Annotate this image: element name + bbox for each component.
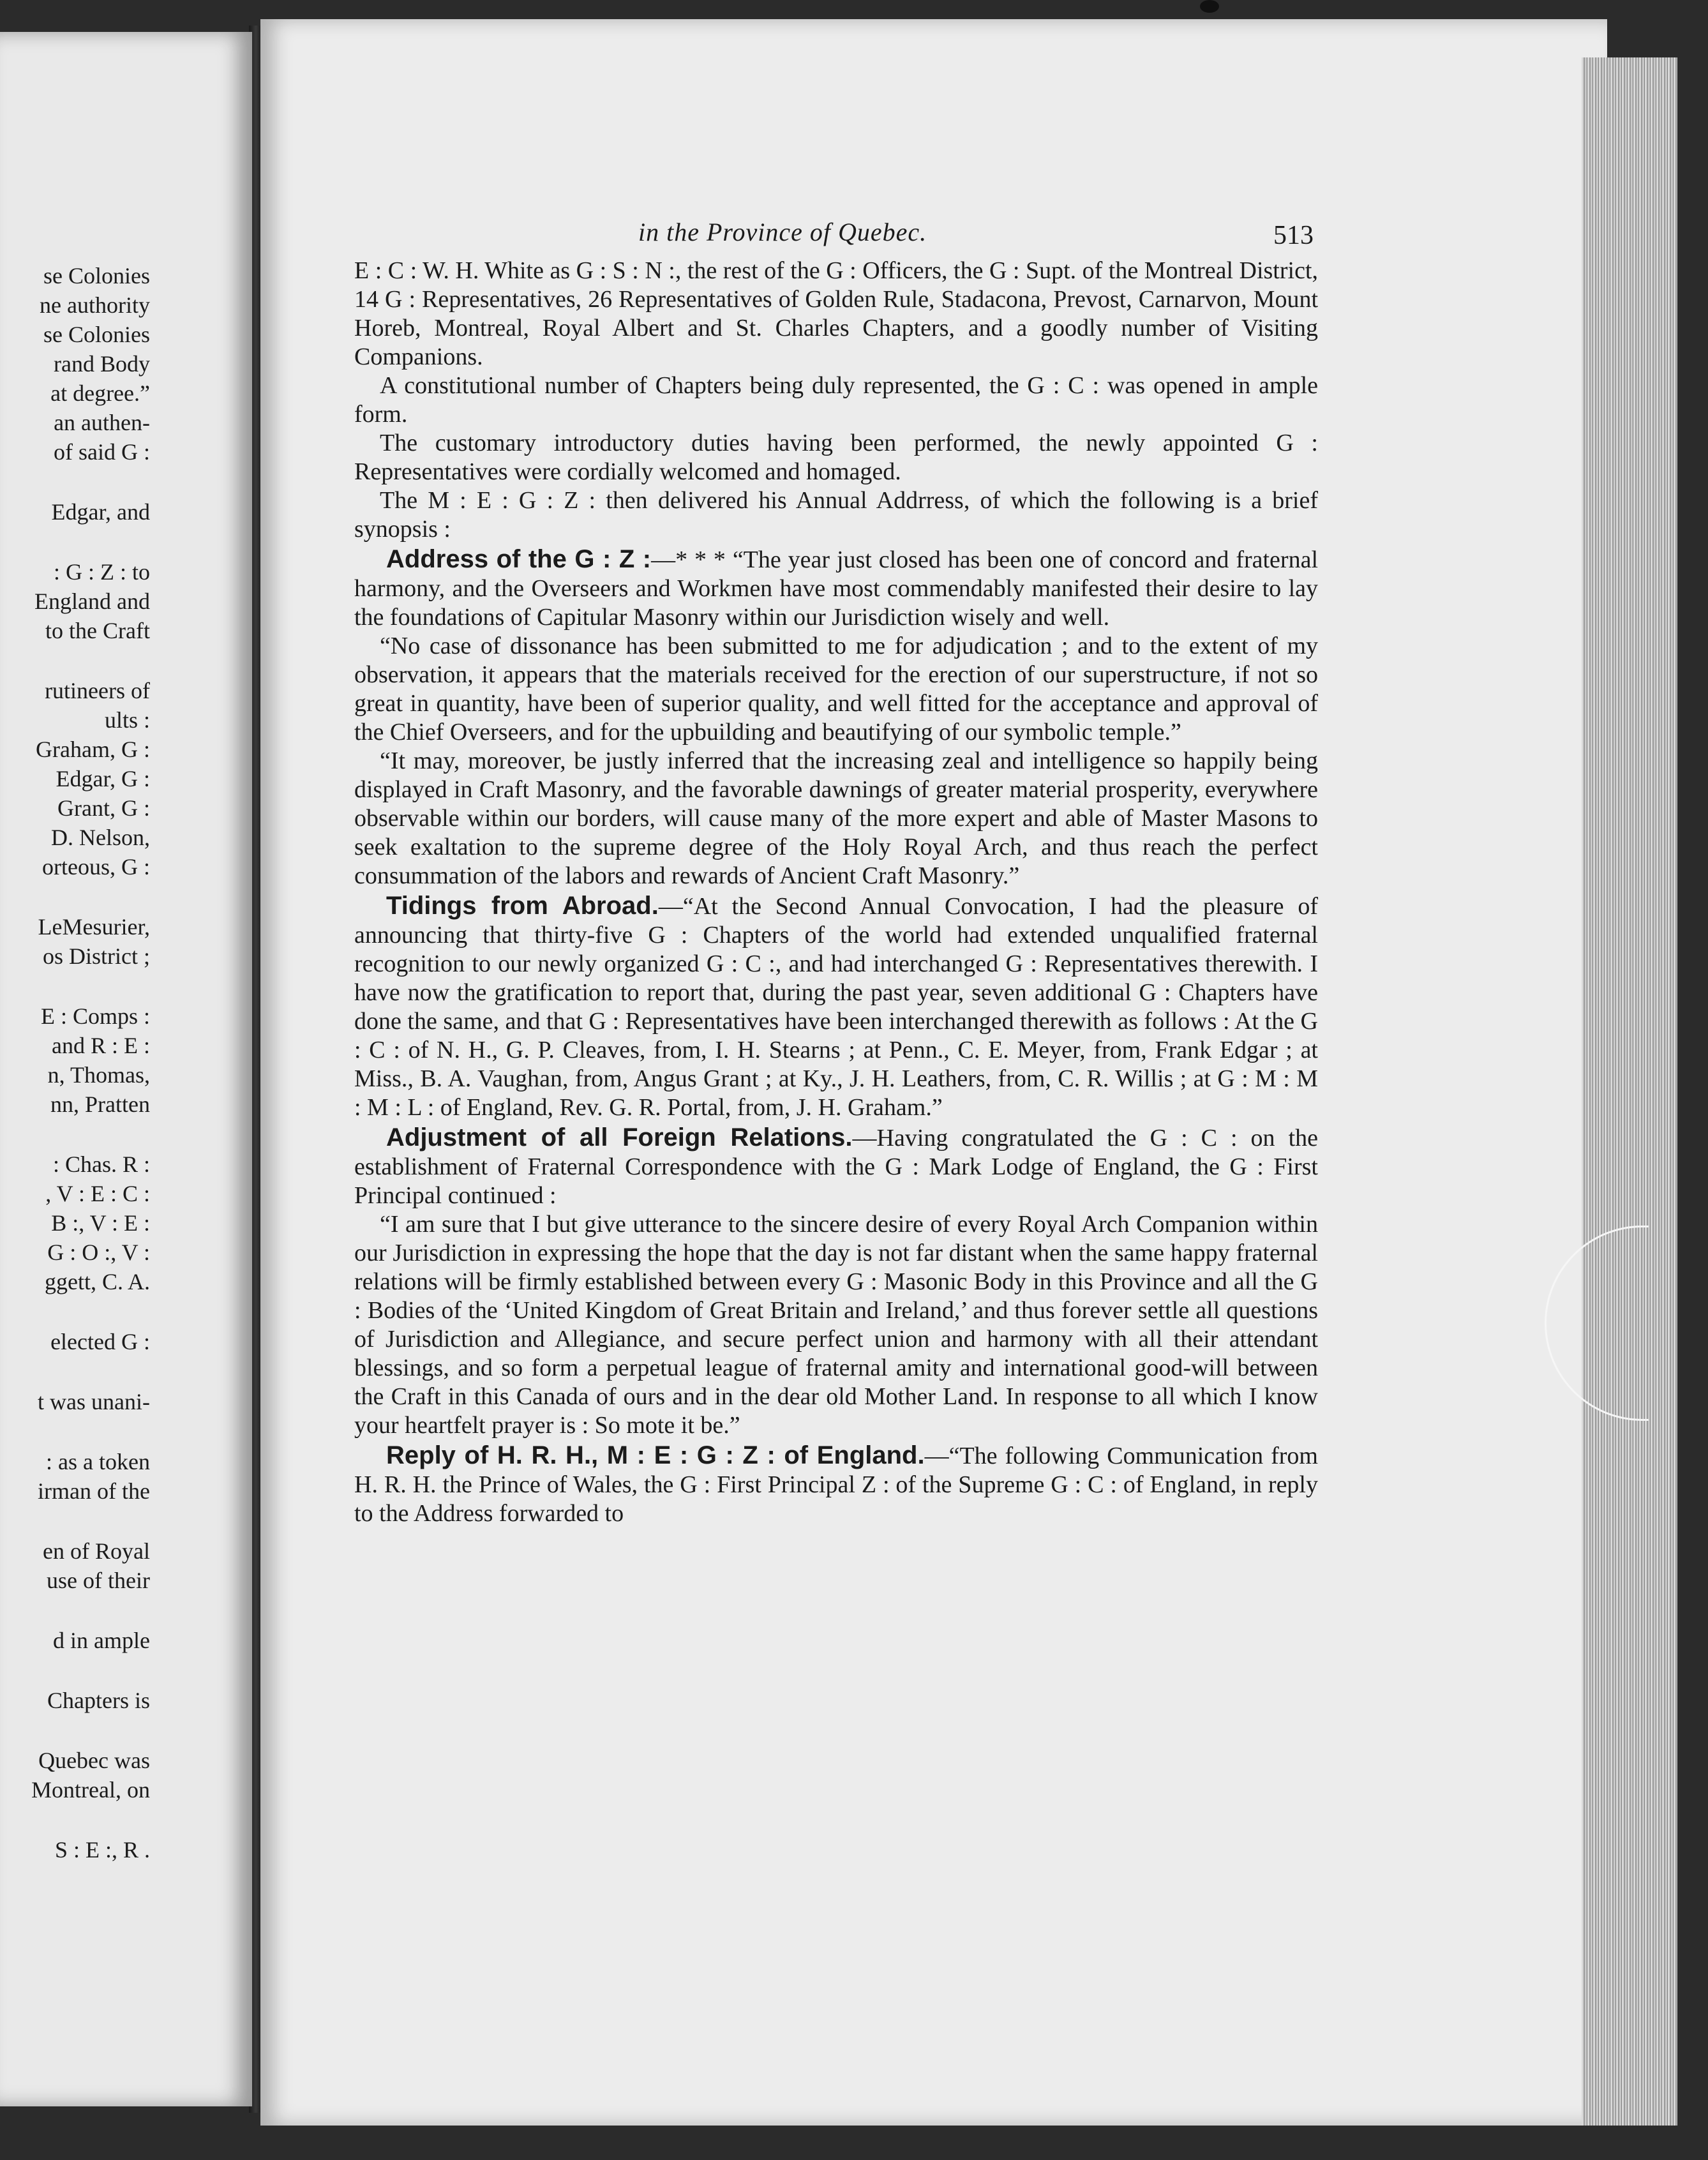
left-page-line: at degree.” xyxy=(50,380,150,406)
left-page-line: , V : E : C : xyxy=(45,1181,150,1206)
left-page-line: to the Craft xyxy=(45,618,150,643)
left-page-line: LeMesurier, xyxy=(38,914,150,940)
left-page-line: rutineers of xyxy=(45,678,150,703)
running-head: in the Province of Quebec. xyxy=(638,218,927,246)
left-page-line: E : Comps : xyxy=(40,1003,150,1029)
left-page xyxy=(0,32,252,2106)
section-heading: Address of the G : Z : xyxy=(386,545,652,573)
left-page-line: of said G : xyxy=(54,439,150,465)
page-number: 513 xyxy=(1273,221,1314,250)
left-page-line: nn, Pratten xyxy=(50,1091,150,1117)
left-page-line: en of Royal xyxy=(43,1538,150,1564)
scan-artifact xyxy=(1200,0,1219,13)
left-page-line: use of their xyxy=(47,1568,150,1593)
left-page-line: Grant, G : xyxy=(57,795,150,821)
paragraph-text: “No case of dissonance has been submitted to me for adjudication ; and to the extent of my observation, it appears that the materials received for the erection of our superstructure, if not so great in quantity, have been of superior quality, and well fitted for the acceptance and approval of the Chief Overseers, and for the upbuilding and beautifying of our symbolic temple.” xyxy=(354,633,1318,746)
left-page-line: D. Nelson, xyxy=(51,825,150,850)
paragraph xyxy=(354,257,1318,371)
left-page-line: ggett, C. A. xyxy=(44,1269,150,1294)
page-edges xyxy=(1582,57,1677,2126)
left-page-line: Chapters is xyxy=(47,1688,150,1713)
section-heading: Tidings from Abroad. xyxy=(386,892,659,920)
paragraph-text: E : C : W. H. White as G : S : N :, the rest of the G : Officers, the G : Supt. of the Montreal District, 14 G : Representatives, 26 Representatives of Golden Rule, Stadacona, Prevost, Carnarvon, Mount Horeb, Montreal, Royal Albert and St. Charles Chapters, and a goodly number of Visiting Companions. xyxy=(354,257,1318,370)
paragraph-text: —“The following Communication from H. R. H. the Prince of Wales, the G : First Principal Z : of the Supreme G : C : of England, in reply to the Address forwarded to xyxy=(354,1443,1318,1527)
paragraph-text: A constitutional number of Chapters being duly represented, the G : C : was opened in ample form. xyxy=(354,372,1318,428)
paragraph-text: —Having congratulated the G : C : on the establishment of Fraternal Correspondence with the G : Mark Lodge of England, the G : First Principal continued : xyxy=(354,1125,1318,1209)
left-page-line: Montreal, on xyxy=(31,1777,150,1803)
paragraph-text: —“At the Second Annual Convocation, I had the pleasure of announcing that thirty-five G : Chapters of the world had extended unqualified fraternal recognition to our newly organized G : C :, and had interchanged G : Representatives therewith. I have now the gratification to report that, during the past year, seven additional G : Chapters have done the same, and that G : Representatives have been interchanged therewith as follows : At the G : C : of N. H., G. P. Cleaves, from, I. H. Stearns ; at Penn., C. E. Meyer, from, Frank Edgar ; at Miss., B. A. Vaughan, from, Angus Grant ; at Ky., J. H. Leathers, from, C. R. Willis ; at G : M : M : M : L : of England, Rev. G. R. Portal, from, J. H. Graham.” xyxy=(354,893,1318,1121)
paragraph-text: —* * * “The year just closed has been one of concord and fraternal harmony, and the Overseers and Workmen have most commendably manifested their desire to lay the foundations of Capitular Masonry within our Jurisdiction wisely and well. xyxy=(354,546,1318,631)
paragraph xyxy=(354,429,1318,486)
section-paragraph xyxy=(354,1441,1318,1528)
paragraph-text: The M : E : G : Z : then delivered his Annual Addrress, of which the following is a brief synopsis : xyxy=(354,487,1318,543)
left-page-line: rand Body xyxy=(54,351,150,377)
left-page-line: n, Thomas, xyxy=(47,1062,150,1088)
section-paragraph xyxy=(354,1123,1318,1210)
paragraph xyxy=(354,1210,1318,1440)
body-text xyxy=(354,257,1318,1528)
left-page-line: Graham, G : xyxy=(36,737,150,762)
paragraph-text: The customary introductory duties having been performed, the newly appointed G : Representatives were cordially welcomed and homaged. xyxy=(354,430,1318,485)
paragraph-text: “I am sure that I but give utterance to the sincere desire of every Royal Arch Companion within our Jurisdiction in expressing the hope that the day is not far distant when the same happy fraternal relations will be firmly established between every G : Masonic Body in this Province and all the G : Bodies of the ‘United Kingdom of Great Britain and Ireland,’ and thus forever settle all questions of Jurisdiction and Allegiance, and secure perfect union and harmony with all their attendant blessings, and so form a perpetual league of fraternal amity and international good-will between the Craft in this Canada of ours and in the dear old Mother Land. In response to all which I know your heartfelt prayer is : So mote it be.” xyxy=(354,1211,1318,1439)
left-page-line: ults : xyxy=(104,707,150,733)
section-paragraph xyxy=(354,892,1318,1122)
left-page-line: Quebec was xyxy=(38,1748,150,1773)
left-page-line: and R : E : xyxy=(52,1033,150,1058)
section-heading: Adjustment of all Foreign Relations. xyxy=(386,1123,853,1151)
left-page-text xyxy=(0,32,252,2106)
left-page-line: S : E :, R . xyxy=(54,1837,150,1863)
left-page-line: se Colonies xyxy=(43,322,150,347)
left-page-line: elected G : xyxy=(50,1329,150,1354)
left-page-line: irman of the xyxy=(38,1478,150,1504)
paragraph xyxy=(354,747,1318,890)
paragraph xyxy=(354,371,1318,429)
left-page-line: ne authority xyxy=(40,292,150,318)
left-page-line: t was unani- xyxy=(38,1389,150,1414)
left-page-line: d in ample xyxy=(53,1628,150,1653)
left-page-line: an authen- xyxy=(54,410,150,435)
paragraph xyxy=(354,632,1318,747)
left-page-line: England and xyxy=(34,589,150,614)
left-page-line: Edgar, G : xyxy=(56,766,150,791)
paragraph-text: “It may, moreover, be justly inferred that the increasing zeal and intelligence so happily being displayed in Craft Masonry, and the favorable dawnings of greater material prosperity, everywhere observable within our borders, will cause many of the more expert and able of Master Masons to seek exaltation to the supreme degree of the Holy Royal Arch, and thus reach the perfect consummation of the labors and rewards of Ancient Craft Masonry.” xyxy=(354,747,1318,889)
left-page-line: G : O :, V : xyxy=(47,1240,150,1265)
left-page-line: B :, V : E : xyxy=(51,1210,150,1236)
left-page-line: : as a token xyxy=(46,1449,150,1474)
left-page-line: : G : Z : to xyxy=(54,559,150,585)
left-page-line: os District ; xyxy=(43,943,150,969)
left-page-line: : Chas. R : xyxy=(52,1151,150,1177)
section-heading: Reply of H. R. H., M : E : G : Z : of England. xyxy=(386,1441,925,1469)
paragraph xyxy=(354,486,1318,544)
left-page-line: orteous, G : xyxy=(42,854,150,880)
left-page-line: se Colonies xyxy=(43,263,150,289)
section-paragraph xyxy=(354,545,1318,632)
left-page-line: Edgar, and xyxy=(51,499,150,525)
